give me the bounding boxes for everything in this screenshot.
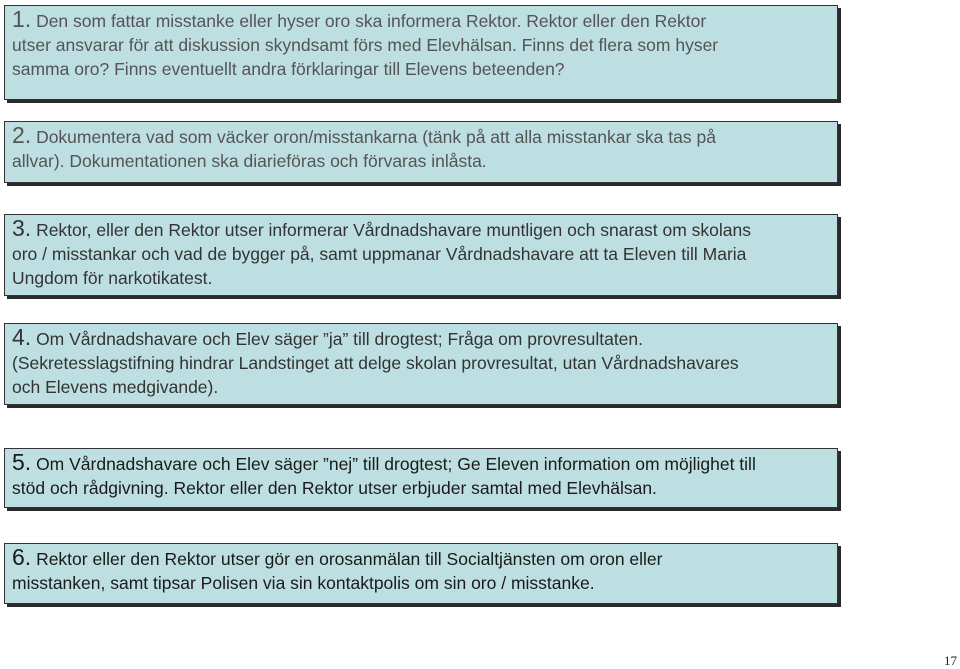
step-text-line: Ungdom för narkotikatest. [12, 268, 213, 288]
step-box-5 [4, 448, 838, 508]
step-number: 4. [12, 324, 32, 350]
step-box-6 [4, 543, 838, 604]
step-number: 6. [12, 544, 32, 570]
step-text-line: Om Vårdnadshavare och Elev säger ”ja” till drogtest; Fråga om provresultaten. [36, 329, 644, 349]
step-number: 1. [12, 6, 32, 32]
step-text-line: misstanken, samt tipsar Polisen via sin kontaktpolis om sin oro / misstanke. [12, 573, 595, 593]
step-text-line: samma oro? Finns eventuellt andra förklaringar till Elevens beteenden? [12, 59, 565, 79]
step-number: 5. [12, 449, 32, 475]
step-text-line: oro / misstankar och vad de bygger på, samt uppmanar Vårdnadshavare att ta Eleven till Maria [12, 244, 747, 264]
step-number: 2. [12, 122, 32, 148]
step-box-1 [4, 5, 838, 100]
step-number: 3. [12, 215, 32, 241]
step-text-line: Om Vårdnadshavare och Elev säger ”nej” till drogtest; Ge Eleven information om möjlighet till [36, 454, 756, 474]
step-text-line: Rektor eller den Rektor utser gör en orosanmälan till Socialtjänsten om oron eller [36, 549, 663, 569]
step-box-2 [4, 121, 838, 183]
step-text-line: Rektor, eller den Rektor utser informerar Vårdnadshavare muntligen och snarast om skolans [36, 220, 751, 240]
step-box-4 [4, 323, 838, 405]
step-text-line: utser ansvarar för att diskussion skyndsamt förs med Elevhälsan. Finns det flera som hyser [12, 35, 719, 55]
page-number: 17 [944, 653, 957, 668]
step-text-line: (Sekretesslagstifning hindrar Landstinget att delge skolan provresultat, utan Vårdnadshavares [12, 353, 739, 373]
step-text-line: och Elevens medgivande). [12, 377, 219, 397]
step-text-line: stöd och rådgivning. Rektor eller den Rektor utser erbjuder samtal med Elevhälsan. [12, 478, 657, 498]
step-text-line: Dokumentera vad som väcker oron/misstankarna (tänk på att alla misstankar ska tas på [36, 127, 716, 147]
step-text-line: Den som fattar misstanke eller hyser oro ska informera Rektor. Rektor eller den Rektor [36, 11, 707, 31]
step-box-3 [4, 214, 838, 296]
step-text-line: allvar). Dokumentationen ska diarieföras och förvaras inlåsta. [12, 151, 487, 171]
